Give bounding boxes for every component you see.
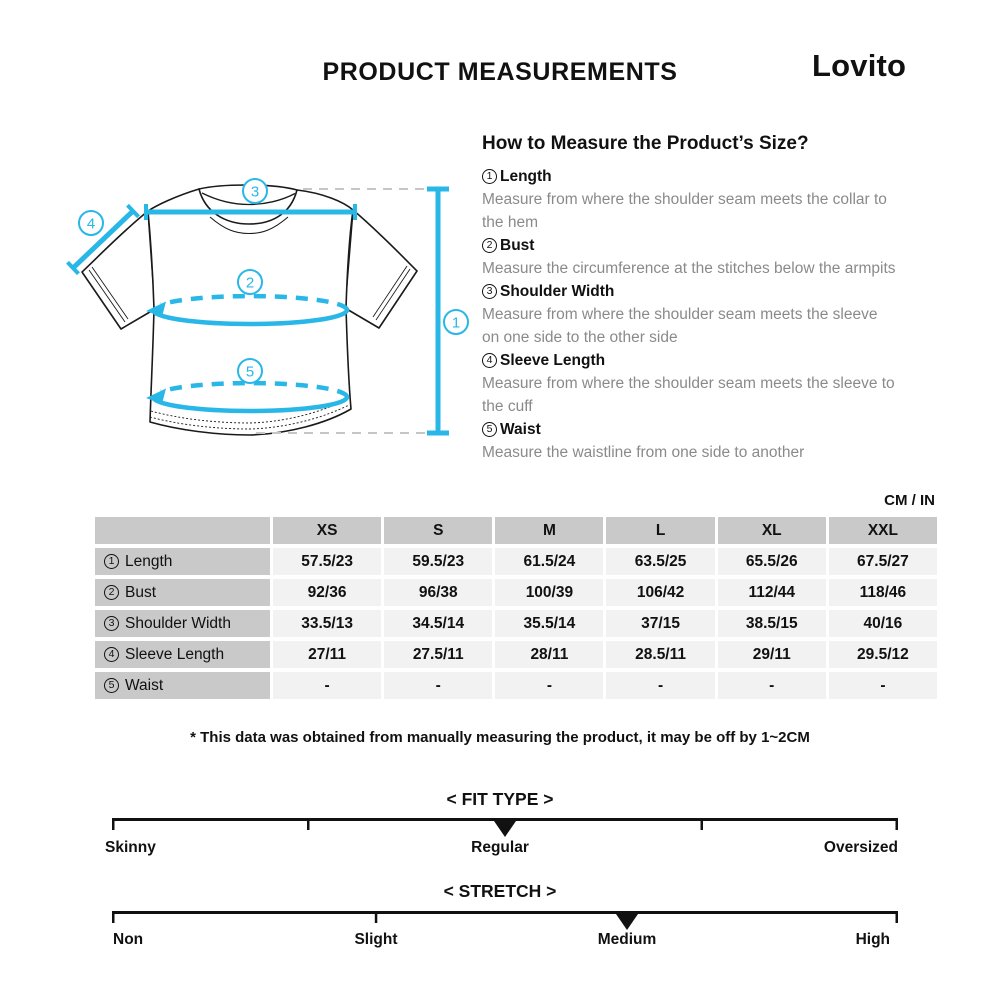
column-header-xs: XS bbox=[273, 517, 381, 544]
column-header-xl: XL bbox=[718, 517, 826, 544]
fit-type-scale bbox=[112, 818, 898, 838]
table-cell: 112/44 bbox=[718, 579, 826, 606]
circled-number-icon: 4 bbox=[104, 647, 119, 662]
size-table bbox=[95, 517, 937, 699]
measure-item-desc: Measure from where the shoulder seam meets the sleeve bbox=[482, 306, 878, 323]
svg-text:1: 1 bbox=[451, 314, 461, 332]
marker-2-bust bbox=[238, 270, 262, 294]
marker-1-length bbox=[444, 310, 468, 334]
scale-label-non: Non bbox=[113, 931, 144, 948]
measure-item-desc: Measure from where the shoulder seam meets the collar to bbox=[482, 191, 887, 208]
how-to-measure-section bbox=[482, 133, 944, 464]
table-cell: 92/36 bbox=[273, 579, 381, 606]
measure-item-length bbox=[482, 165, 944, 234]
table-cell: 61.5/24 bbox=[495, 548, 603, 575]
table-cell: 106/42 bbox=[606, 579, 714, 606]
row-label-text: Sleeve Length bbox=[125, 645, 225, 663]
circled-number-icon: 1 bbox=[104, 554, 119, 569]
measure-item-waist bbox=[482, 418, 944, 464]
table-cell: 35.5/14 bbox=[495, 610, 603, 637]
table-cell: 40/16 bbox=[829, 610, 937, 637]
circled-number-icon: 2 bbox=[482, 238, 497, 253]
measure-item-name: Shoulder Width bbox=[500, 283, 615, 300]
table-cell: 118/46 bbox=[829, 579, 937, 606]
circled-number-icon: 4 bbox=[482, 353, 497, 368]
measure-item-desc: on one side to the other side bbox=[482, 329, 678, 346]
measure-item-desc: the hem bbox=[482, 214, 539, 231]
fit-type-heading: < FIT TYPE > bbox=[446, 789, 554, 809]
table-cell: 65.5/26 bbox=[718, 548, 826, 575]
table-corner-cell bbox=[95, 517, 270, 544]
scale-label-high: High bbox=[855, 931, 890, 948]
table-cell: - bbox=[718, 672, 826, 699]
measure-item-shoulder-width bbox=[482, 280, 944, 349]
measure-item-label bbox=[482, 234, 944, 257]
row-label-text: Shoulder Width bbox=[125, 614, 231, 632]
measure-item-name: Length bbox=[500, 168, 552, 185]
stretch-marker-icon bbox=[616, 914, 638, 930]
fit-type-labels bbox=[105, 839, 898, 857]
table-cell: 96/38 bbox=[384, 579, 492, 606]
table-cell: 67.5/27 bbox=[829, 548, 937, 575]
measure-item-name: Sleeve Length bbox=[500, 352, 606, 369]
row-label-length bbox=[95, 548, 270, 575]
circled-number-icon: 5 bbox=[482, 422, 497, 437]
svg-text:4: 4 bbox=[86, 215, 96, 233]
table-cell: 34.5/14 bbox=[384, 610, 492, 637]
brand-logo: Lovito bbox=[812, 48, 907, 83]
table-cell: - bbox=[829, 672, 937, 699]
measure-item-label bbox=[482, 349, 944, 372]
measure-item-label bbox=[482, 418, 944, 441]
table-cell: - bbox=[495, 672, 603, 699]
circled-number-icon: 5 bbox=[104, 678, 119, 693]
table-cell: 28/11 bbox=[495, 641, 603, 668]
row-label-text: Length bbox=[125, 552, 173, 570]
table-cell: 27.5/11 bbox=[384, 641, 492, 668]
row-label-text: Waist bbox=[125, 676, 164, 694]
stretch-labels bbox=[112, 931, 898, 949]
scale-label-slight: Slight bbox=[354, 931, 398, 948]
column-header-m: M bbox=[495, 517, 603, 544]
circled-number-icon: 3 bbox=[104, 616, 119, 631]
marker-3-shoulder bbox=[243, 179, 267, 203]
column-header-s: S bbox=[384, 517, 492, 544]
table-cell: 29.5/12 bbox=[829, 641, 937, 668]
measure-item-desc: Measure from where the shoulder seam meets the sleeve to bbox=[482, 375, 895, 392]
unit-label: CM / IN bbox=[884, 492, 935, 509]
stretch-scale bbox=[112, 911, 898, 931]
measure-item-label bbox=[482, 280, 944, 303]
row-label-sleeve-length bbox=[95, 641, 270, 668]
row-label-shoulder-width bbox=[95, 610, 270, 637]
measure-item-sleeve-length bbox=[482, 349, 944, 418]
length-measure-line bbox=[427, 189, 449, 433]
table-cell: - bbox=[273, 672, 381, 699]
table-cell: 100/39 bbox=[495, 579, 603, 606]
marker-5-waist bbox=[238, 359, 262, 383]
table-cell: 63.5/25 bbox=[606, 548, 714, 575]
disclaimer-text: * This data was obtained from manually measuring the product, it may be off by 1~2CM bbox=[190, 729, 810, 746]
tshirt-body bbox=[148, 189, 353, 435]
svg-text:2: 2 bbox=[245, 274, 255, 292]
table-cell: 29/11 bbox=[718, 641, 826, 668]
column-header-xxl: XXL bbox=[829, 517, 937, 544]
page-title: PRODUCT MEASUREMENTS bbox=[322, 58, 678, 86]
scale-label-oversized: Oversized bbox=[823, 839, 898, 856]
measure-item-name: Waist bbox=[500, 421, 541, 438]
scale-label-medium: Medium bbox=[597, 931, 657, 948]
measure-item-desc: Measure the circumference at the stitches below the armpits bbox=[482, 260, 896, 277]
measure-item-label bbox=[482, 165, 944, 188]
table-cell: 38.5/15 bbox=[718, 610, 826, 637]
fit-type-marker-icon bbox=[494, 821, 516, 837]
row-label-text: Bust bbox=[125, 583, 157, 601]
stretch-heading: < STRETCH > bbox=[443, 881, 557, 901]
table-cell: 33.5/13 bbox=[273, 610, 381, 637]
measure-item-name: Bust bbox=[500, 237, 535, 254]
row-label-bust bbox=[95, 579, 270, 606]
circled-number-icon: 3 bbox=[482, 284, 497, 299]
column-header-l: L bbox=[606, 517, 714, 544]
measure-item-desc: Measure the waistline from one side to another bbox=[482, 444, 805, 461]
scale-label-regular: Regular bbox=[471, 839, 529, 856]
svg-text:3: 3 bbox=[250, 183, 260, 201]
how-to-heading: How to Measure the Product’s Size? bbox=[482, 133, 809, 154]
marker-4-sleeve bbox=[79, 211, 103, 235]
circled-number-icon: 2 bbox=[104, 585, 119, 600]
tshirt-diagram bbox=[60, 160, 480, 460]
circled-number-icon: 1 bbox=[482, 169, 497, 184]
scale-label-skinny: Skinny bbox=[105, 839, 156, 856]
measure-item-desc: the cuff bbox=[482, 398, 533, 415]
svg-text:5: 5 bbox=[245, 363, 255, 381]
measure-item-bust bbox=[482, 234, 944, 280]
table-cell: 27/11 bbox=[273, 641, 381, 668]
table-cell: 28.5/11 bbox=[606, 641, 714, 668]
table-cell: 57.5/23 bbox=[273, 548, 381, 575]
table-cell: - bbox=[606, 672, 714, 699]
table-cell: 59.5/23 bbox=[384, 548, 492, 575]
table-cell: - bbox=[384, 672, 492, 699]
table-cell: 37/15 bbox=[606, 610, 714, 637]
row-label-waist bbox=[95, 672, 270, 699]
